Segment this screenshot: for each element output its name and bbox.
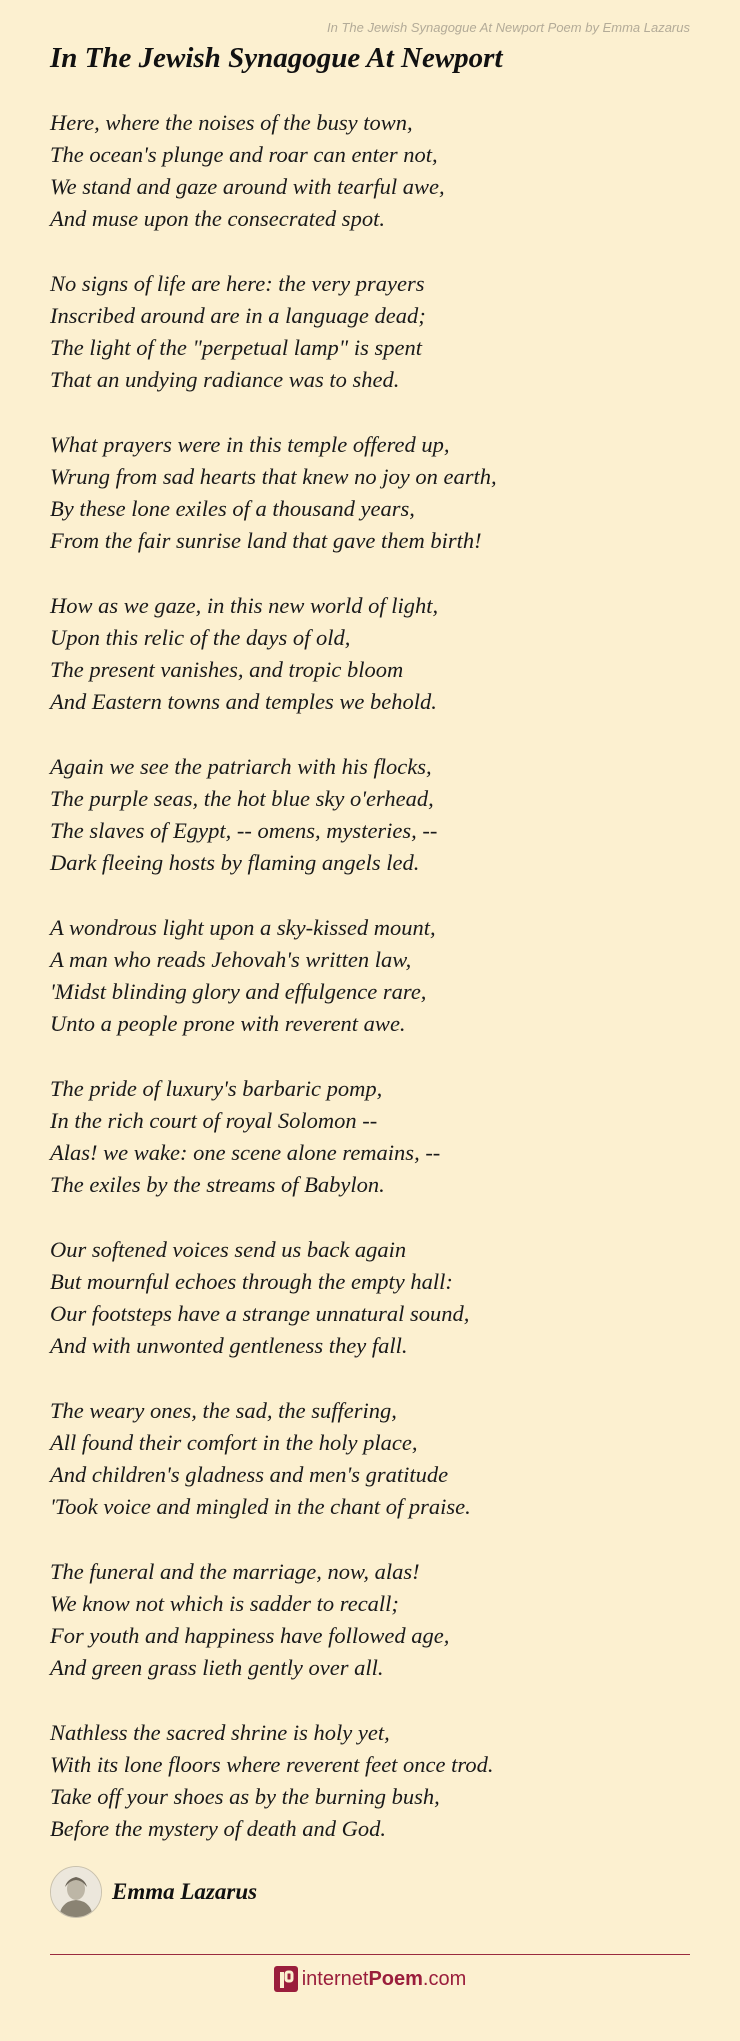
poem-line: In the rich court of royal Solomon -- <box>50 1108 378 1133</box>
poem-line: With its lone floors where reverent feet once trod. <box>50 1752 494 1777</box>
poem-line: And with unwonted gentleness they fall. <box>50 1333 408 1358</box>
page-caption: In The Jewish Synagogue At Newport Poem by Emma Lazarus <box>327 20 690 35</box>
poem-line: 'Midst blinding glory and effulgence rare, <box>50 979 427 1004</box>
stanza <box>50 1717 700 1845</box>
poem-line: Here, where the noises of the busy town, <box>50 110 413 135</box>
poem-line: The weary ones, the sad, the suffering, <box>50 1398 397 1423</box>
stanza <box>50 1395 700 1523</box>
poem-line: For youth and happiness have followed age, <box>50 1623 450 1648</box>
poem-line: The present vanishes, and tropic bloom <box>50 657 404 682</box>
poem-line: What prayers were in this temple offered up, <box>50 432 450 457</box>
brand-prefix: internet <box>301 1967 369 1990</box>
poem-line: And Eastern towns and temples we behold. <box>50 689 437 714</box>
poem-line: We stand and gaze around with tearful awe, <box>50 174 445 199</box>
poem-line: The ocean's plunge and roar can enter not, <box>50 142 438 167</box>
stanza <box>50 268 700 396</box>
poem-line: All found their comfort in the holy place, <box>50 1430 418 1455</box>
poem-line: That an undying radiance was to shed. <box>50 367 400 392</box>
stanza <box>50 429 700 557</box>
poem-line: And muse upon the consecrated spot. <box>50 206 385 231</box>
poem-line: Before the mystery of death and God. <box>50 1816 386 1841</box>
poem-line: By these lone exiles of a thousand years, <box>50 496 415 521</box>
footer-divider <box>50 1954 690 1955</box>
poem-line: The exiles by the streams of Babylon. <box>50 1172 385 1197</box>
poem-line: We know not which is sadder to recall; <box>50 1591 399 1616</box>
poem-line: The purple seas, the hot blue sky o'erhead, <box>50 786 434 811</box>
brand-bold: Poem <box>368 1967 423 1990</box>
poem-line: Our softened voices send us back again <box>50 1237 407 1262</box>
brand-suffix: .com <box>422 1967 467 1990</box>
poem-line: The light of the "perpetual lamp" is spent <box>50 335 422 360</box>
internetpoem-logo-icon <box>274 1964 298 1994</box>
stanza <box>50 912 700 1040</box>
poem-line: Wrung from sad hearts that knew no joy on earth, <box>50 464 497 489</box>
poem-line: Our footsteps have a strange unnatural sound, <box>50 1301 470 1326</box>
poem-line: No signs of life are here: the very prayers <box>50 271 425 296</box>
stanza <box>50 107 700 235</box>
stanza <box>50 751 700 879</box>
poem-line: Upon this relic of the days of old, <box>50 625 351 650</box>
poem-line: But mournful echoes through the empty hall: <box>50 1269 453 1294</box>
author-portrait-icon[interactable] <box>50 1866 102 1918</box>
poem-line: Inscribed around are in a language dead; <box>50 303 426 328</box>
poem-line: Nathless the sacred shrine is holy yet, <box>50 1720 390 1745</box>
poem-line: Take off your shoes as by the burning bush, <box>50 1784 440 1809</box>
poem-line: The pride of luxury's barbaric pomp, <box>50 1076 383 1101</box>
poem-title: In The Jewish Synagogue At Newport <box>50 42 503 74</box>
poem-line: Alas! we wake: one scene alone remains, -- <box>50 1140 441 1165</box>
poem-line: And green grass lieth gently over all. <box>50 1655 384 1680</box>
poem-line: From the fair sunrise land that gave them birth! <box>50 528 482 553</box>
stanza <box>50 590 700 718</box>
author-name[interactable]: Emma Lazarus <box>112 1879 258 1904</box>
poem-body <box>50 107 700 1878</box>
author-block[interactable] <box>50 1866 257 1918</box>
poem-line: A man who reads Jehovah's written law, <box>50 947 412 972</box>
poem-line: A wondrous light upon a sky-kissed mount, <box>50 915 436 940</box>
stanza <box>50 1073 700 1201</box>
poem-line: The funeral and the marriage, now, alas! <box>50 1559 420 1584</box>
stanza <box>50 1234 700 1362</box>
poem-line: The slaves of Egypt, -- omens, mysteries, -- <box>50 818 438 843</box>
poem-line: Dark fleeing hosts by flaming angels led. <box>50 850 420 875</box>
poem-line: Again we see the patriarch with his flocks, <box>50 754 432 779</box>
stanza <box>50 1556 700 1684</box>
site-brand[interactable] <box>0 1964 740 1994</box>
poem-line: And children's gladness and men's gratitude <box>50 1462 449 1487</box>
poem-line: Unto a people prone with reverent awe. <box>50 1011 406 1036</box>
poem-line: 'Took voice and mingled in the chant of praise. <box>50 1494 471 1519</box>
poem-line: How as we gaze, in this new world of light, <box>50 593 439 618</box>
